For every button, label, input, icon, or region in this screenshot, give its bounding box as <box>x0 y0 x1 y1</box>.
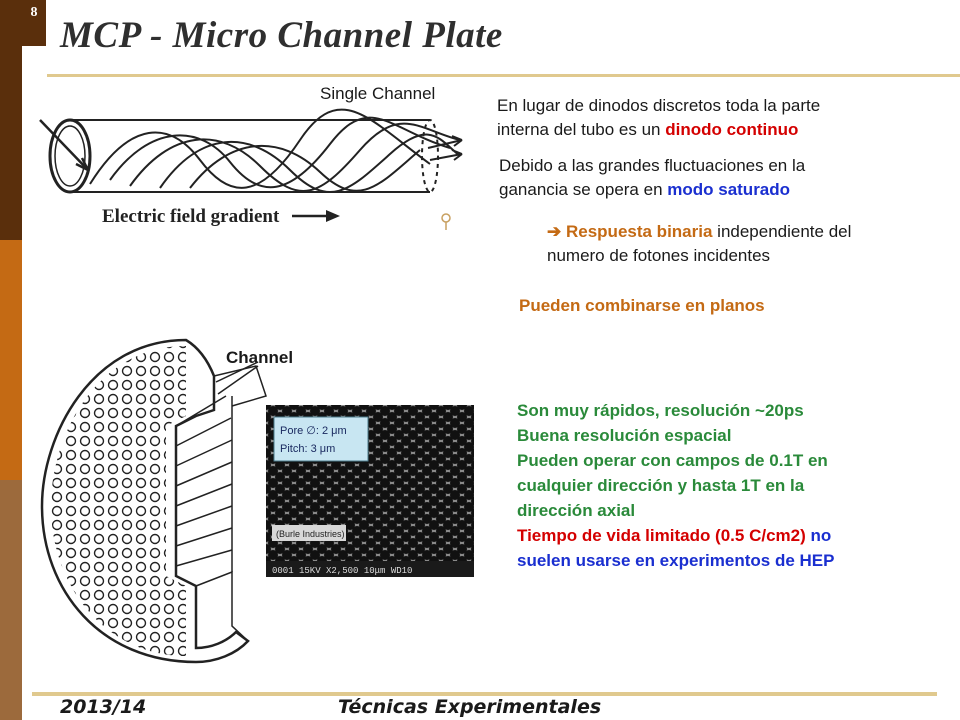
sidebar-stripe-dark <box>0 0 22 240</box>
page-number: 8 <box>30 5 38 20</box>
sidebar-stripe-orange <box>0 240 22 480</box>
sidebar-stripe-light <box>0 480 22 720</box>
highlight-modo-saturado: modo saturado <box>667 180 791 199</box>
footer-year: 2013/14 <box>60 696 147 718</box>
sem-credit: (Burle Industries) <box>276 529 345 539</box>
sem-pore-label: Pore ∅: 2 μm <box>280 425 347 437</box>
paragraph-planes: Pueden combinarse en planos <box>519 296 765 315</box>
paragraph-continuous-dynode: En lugar de dinodos discretos toda la parte interna del tubo es un dinodo continuo <box>497 96 821 139</box>
paragraph-saturated-mode: Debido a las grandes fluctuaciones en la ganancia se opera en modo saturado <box>499 156 806 199</box>
arrow-right-icon: ➔ <box>547 222 562 241</box>
single-channel-label: Single Channel <box>320 84 436 103</box>
sem-pitch-label: Pitch: 3 μm <box>280 443 336 455</box>
single-channel-diagram <box>30 100 470 240</box>
title-rule <box>47 74 960 77</box>
slide-title: MCP - Micro Channel Plate <box>60 15 503 56</box>
highlight-dinodo-continuo: dinodo continuo <box>665 120 799 139</box>
field-gradient-text: Electric field gradient <box>102 206 280 227</box>
highlight-respuesta-binaria: Respuesta binaria <box>565 222 713 241</box>
sem-scale-text: 0001 15KV X2,500 10μm WD10 <box>272 566 413 576</box>
paragraph-binary-response: ➔ Respuesta binaria independiente del numero de fotones incidentes <box>547 222 852 265</box>
mcp-plate-drawing <box>36 336 276 666</box>
footer-course: Técnicas Experimentales <box>338 696 602 718</box>
paragraph-properties: Son muy rápidos, resolución ~20ps Buena resolución espacial Pueden operar con campos de 0.1T en cualquier dirección y hasta 1T en la dirección axial Tiempo de vida limitado (0.5 C/cm2) no suelen usarse en experimentos de HEP <box>517 401 835 570</box>
sem-micrograph <box>266 405 474 577</box>
channel-label: Channel <box>226 348 294 367</box>
